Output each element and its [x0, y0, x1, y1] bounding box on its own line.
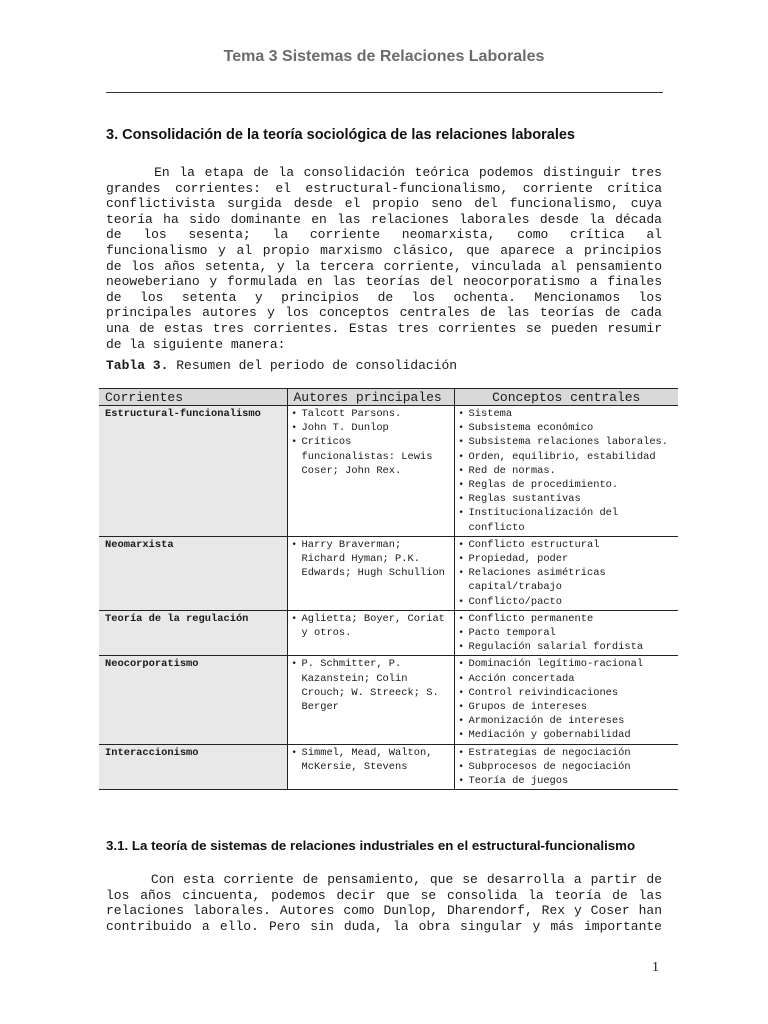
paragraph-line: de los setenta y principios de los ochenta. Mencionamos los	[106, 289, 662, 305]
bullet-item: • Harry Braverman; Richard Hyman; P.K. Edwards; Hugh Schullion	[292, 538, 450, 581]
paragraph-line: relaciones laborales. Autores como Dunlop, Dharendorf, Rex y Coser han	[106, 903, 662, 919]
bullet-item: • Mediación y gobernabilidad	[459, 728, 675, 742]
bullet-item: • Conflicto permanente	[459, 612, 675, 626]
bullet-item: • P. Schmitter, P. Kazanstein; Colin Crouch; W. Streeck; S. Berger	[292, 657, 450, 714]
paragraph-line: de los años setenta, y la tercera corriente, vinculada al pensamiento	[106, 258, 662, 274]
table-caption-text: Resumen del periodo de consolidación	[168, 358, 458, 373]
bullet-item: • Talcott Parsons.	[292, 407, 450, 421]
cell-conceptos	[454, 536, 678, 610]
column-header-conceptos: Conceptos centrales	[454, 389, 678, 406]
bullet-item: • Subprocesos de negociación	[459, 760, 675, 774]
cell-conceptos	[454, 744, 678, 790]
cell-autores	[287, 536, 454, 610]
conceptos-list	[459, 538, 675, 609]
table-row	[99, 744, 678, 790]
section-3-1-heading: 3.1. La teoría de sistemas de relaciones industriales en el estructural-funcionalismo	[106, 838, 636, 853]
cell-corriente: Neomarxista	[99, 536, 287, 610]
conceptos-list	[459, 612, 675, 655]
bullet-item: • Propiedad, poder	[459, 552, 675, 566]
cell-corriente: Neocorporatismo	[99, 656, 287, 744]
column-header-corrientes: Corrientes	[99, 389, 287, 406]
paragraph-line: principales autores y los conceptos centrales de las teorías de cada	[106, 305, 662, 321]
bullet-item: • Conflicto estructural	[459, 538, 675, 552]
header-divider	[106, 92, 663, 93]
autores-list	[292, 538, 450, 581]
autores-list	[292, 657, 450, 714]
section-3-paragraph	[106, 165, 662, 352]
cell-corriente: Interaccionismo	[99, 744, 287, 790]
autores-list	[292, 612, 450, 640]
running-header-title: Tema 3 Sistemas de Relaciones Laborales	[223, 48, 545, 65]
bullet-item: • Simmel, Mead, Walton, McKersie, Stevens	[292, 746, 450, 774]
bullet-item: • Armonización de intereses	[459, 714, 675, 728]
cell-autores	[287, 406, 454, 537]
bullet-item: • John T. Dunlop	[292, 421, 450, 435]
bullet-item: • Dominación legítimo-racional	[459, 657, 675, 671]
bullet-item: • Control reivindicaciones	[459, 686, 675, 700]
paragraph-line: de la siguiente manera:	[106, 336, 286, 352]
bullet-item: • Regulación salarial fordista	[459, 640, 675, 654]
paragraph-line: contribuido a ello. Pero sin duda, la obra singular y más importante	[106, 918, 662, 934]
cell-autores	[287, 610, 454, 656]
bullet-item: • Red de normas.	[459, 464, 675, 478]
cell-conceptos	[454, 406, 678, 537]
column-header-autores: Autores principales	[287, 389, 454, 406]
bullet-item: • Grupos de intereses	[459, 700, 675, 714]
bullet-item: • Subsistema económico	[459, 421, 675, 435]
paragraph-line: neoweberiano y formulada en las teorías del neocorporatismo a finales	[106, 274, 662, 290]
conceptos-list	[459, 657, 675, 742]
autores-list	[292, 746, 450, 774]
paragraph-line: En la etapa de la consolidación teórica podemos distinguir tres	[106, 165, 662, 180]
bullet-item: • Críticos funcionalistas: Lewis Coser; John Rex.	[292, 435, 450, 478]
bullet-item: • Pacto temporal	[459, 626, 675, 640]
table-row	[99, 656, 678, 744]
bullet-item: • Estrategias de negociación	[459, 746, 675, 760]
table-caption	[106, 358, 457, 373]
section-3-1-paragraph	[106, 872, 662, 934]
paragraph-line: una de estas tres corrientes. Estas tres corrientes se pueden resumir	[106, 320, 662, 336]
bullet-item: • Subsistema relaciones laborales.	[459, 435, 675, 449]
cell-corriente: Teoría de la regulación	[99, 610, 287, 656]
section-3-heading: 3. Consolidación de la teoría sociológica de las relaciones laborales	[106, 127, 575, 143]
bullet-item: • Sistema	[459, 407, 675, 421]
bullet-item: • Institucionalización del conflicto	[459, 506, 675, 534]
bullet-item: • Reglas de procedimiento.	[459, 478, 675, 492]
table-caption-label: Tabla 3.	[106, 358, 169, 373]
table-row	[99, 406, 678, 537]
table-row	[99, 536, 678, 610]
autores-list	[292, 407, 450, 478]
bullet-item: • Conflicto/pacto	[459, 595, 675, 609]
bullet-item: • Teoría de juegos	[459, 774, 675, 788]
cell-autores	[287, 744, 454, 790]
conceptos-list	[459, 407, 675, 535]
bullet-item: • Aglietta; Boyer, Coriat y otros.	[292, 612, 450, 640]
paragraph-line: grandes corrientes: el estructural-funcionalismo, corriente crítica	[106, 180, 662, 196]
paragraph-line: de los sesenta; la corriente neomarxista, como crítica al	[106, 227, 662, 243]
cell-autores	[287, 656, 454, 744]
paragraph-line: Con esta corriente de pensamiento, que se desarrolla a partir de	[106, 872, 662, 887]
cell-conceptos	[454, 610, 678, 656]
table-header-row	[99, 389, 678, 406]
bullet-item: • Relaciones asimétricas capital/trabajo	[459, 566, 675, 594]
bullet-item: • Reglas sustantivas	[459, 492, 675, 506]
paragraph-line: teoría ha sido dominante en las relaciones laborales desde la década	[106, 211, 662, 227]
bullet-item: • Orden, equilibrio, estabilidad	[459, 450, 675, 464]
paragraph-line: funcionalismo y al propio marxismo clásico, que aparece a principios	[106, 242, 662, 258]
page-number: 1	[652, 960, 659, 975]
consolidation-summary-table	[99, 388, 678, 790]
conceptos-list	[459, 746, 675, 789]
cell-corriente: Estructural-funcionalismo	[99, 406, 287, 537]
cell-conceptos	[454, 656, 678, 744]
table-row	[99, 610, 678, 656]
paragraph-line: conflictivista surgida desde el propio seno del funcionalismo, cuya	[106, 196, 662, 212]
bullet-item: • Acción concertada	[459, 672, 675, 686]
paragraph-line: los años cincuenta, podemos decir que se consolida la teoría de las	[106, 887, 662, 903]
